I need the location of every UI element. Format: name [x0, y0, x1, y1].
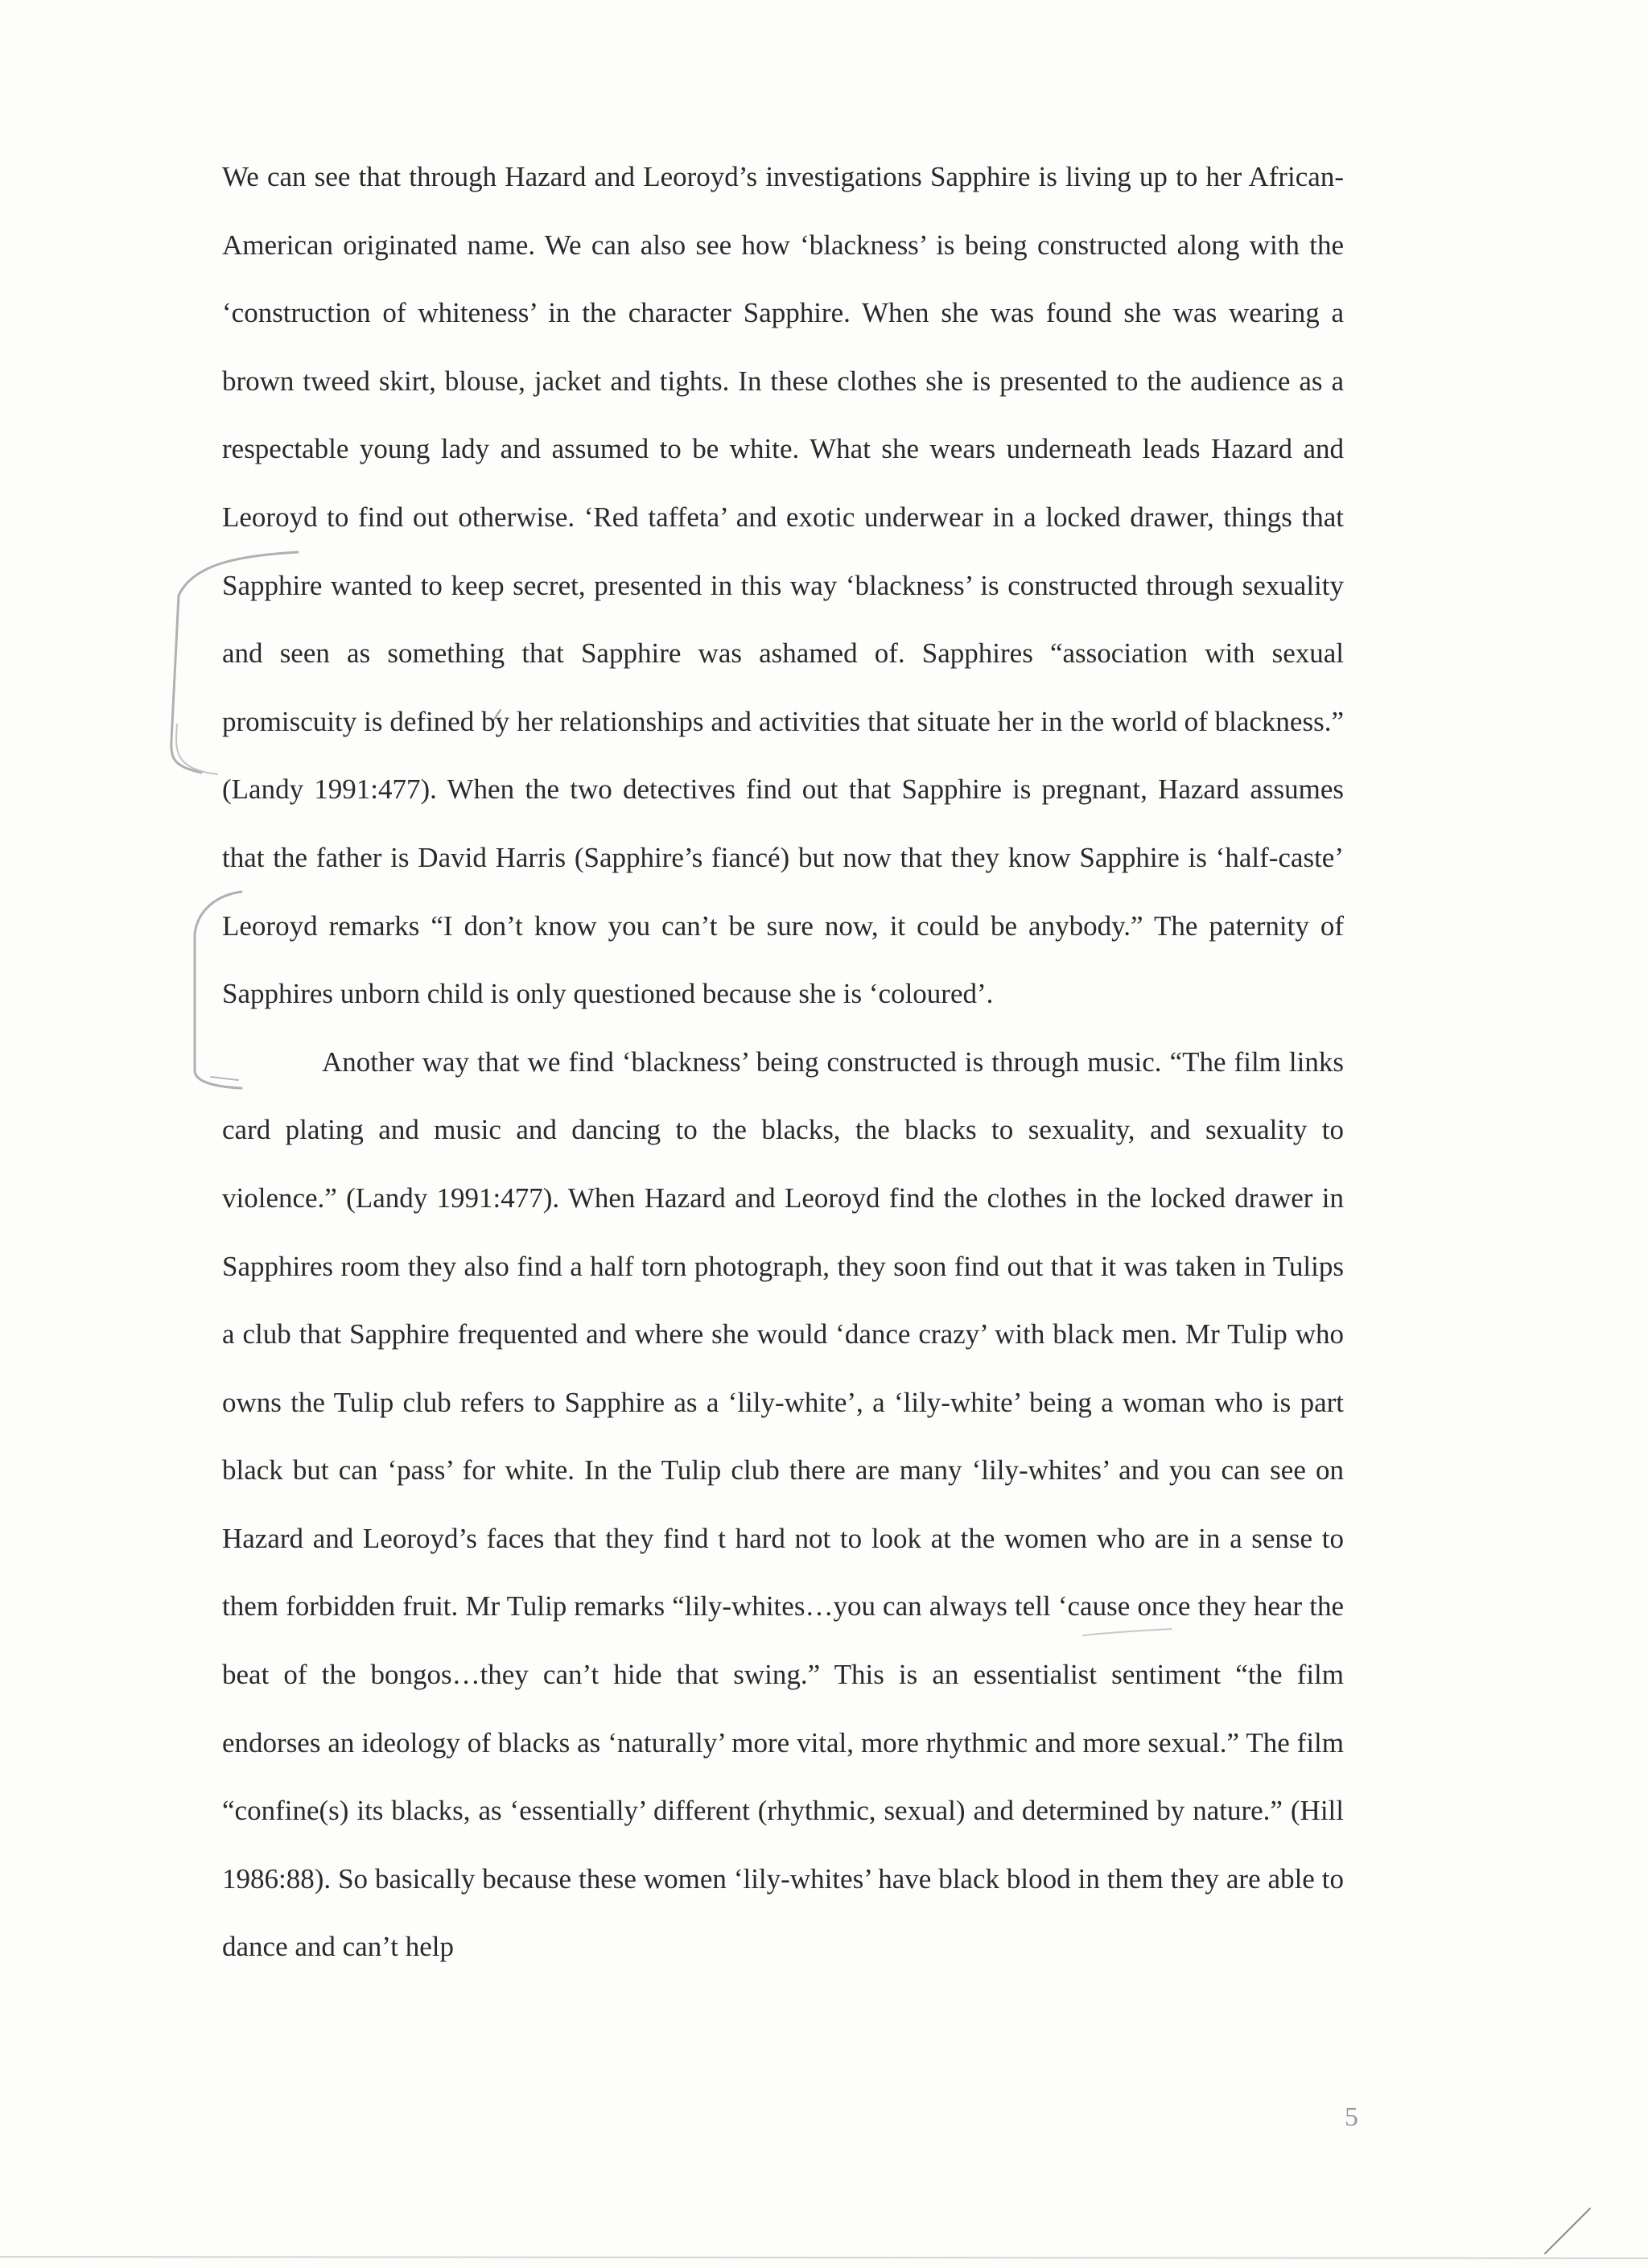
margin-bracket-upper-tail — [176, 724, 217, 774]
paragraph-2: Another way that we find ‘blackness’ being constructed is through music. “The film links card plating and music and dancing to the blacks, the blacks to sexuality, and sexuality to violence.” (Landy 1991:477). When Hazard and Leoroyd find the clothes in the locked drawer in Sapphires room they also find a half torn photograph, they soon find out that it was taken in Tulips a club that Sapphire frequented and where she would ‘dance crazy’ with black men. Mr Tulip who owns the Tulip club refers to Sapphire as a ‘lily-white’, a ‘lily-white’ being a woman who is part black but can ‘pass’ for white. In the Tulip club there are many ‘lily-whites’ and you can see on Hazard and Leoroyd’s faces that they find t hard not to look at the women who are in a sense to them forbidden fruit. Mr Tulip remarks “lily-whites…you can always tell ‘cause once they hear the beat of the bongos…they can’t hide that swing.” This is an essentialist sentiment “the film endorses an ideology of blacks as ‘naturally’ more vital, more rhythmic and more sexual.” The film “confine(s) its blacks, as ‘essentially’ different (rhythmic, sexual) and determined by nature.” (Hill 1986:88). So basically because these women ‘lily-whites’ have black blood in them they are able to dance and can’t help — [222, 1045, 1344, 1963]
bottom-edge-line — [0, 2257, 1648, 2258]
body-text — [222, 143, 1344, 1981]
paragraph-1: We can see that through Hazard and Leoroyd’s investigations Sapphire is living up to her African-American originated name. We can also see how ‘blackness’ is being constructed along with the ‘construction of whiteness’ in the character Sapphire. When she was found she was wearing a brown tweed skirt, blouse, jacket and tights. In these clothes she is presented to the audience as a respectable young lady and assumed to be white. What she wears underneath leads Hazard and Leoroyd to find out otherwise. ‘Red taffeta’ and exotic underwear in a locked drawer, things that Sapphire wanted to keep secret, presented in this way ‘blackness’ is constructed through sexuality and seen as something that Sapphire was ashamed of. Sapphires “association with sexual promiscuity is defined by her relationships and activities that situate her in the world of blackness.” (Landy 1991:477). When the two detectives find out that Sapphire is pregnant, Hazard assumes that the father is David Harris (Sapphire’s fiancé) but now that they know Sapphire is ‘half-caste’ Leoroyd remarks “I don’t know you can’t be sure now, it could be anybody.” The paternity of Sapphires unborn child is only questioned because she is ‘coloured’. — [222, 161, 1344, 1010]
page-number: 5 — [1345, 2102, 1358, 2132]
corner-fold-mark — [1545, 2208, 1590, 2254]
